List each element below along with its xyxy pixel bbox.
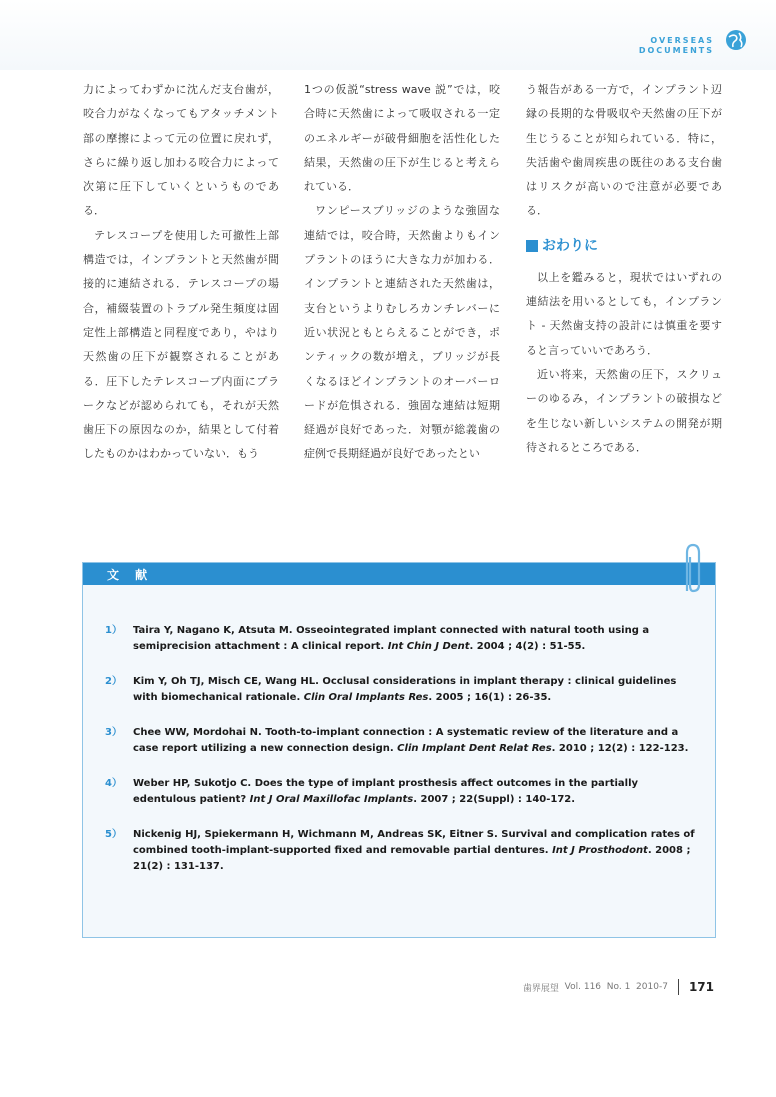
paragraph: ワンピースブリッジのような強固な連結では，咬合時，天然歯よりもインプラントのほうに大きな力が加わる．インプラントと連結された天然歯は，支台というよりむしろカンチレバーに近い状況ともとらえることができ，ポンティックの数が増え，ブリッジが長くなるほどインプラントのオーバーロードが危惧される．強固な連結は短期経過が良好であった．対顎が総義歯の症例で長期経過が良好であったとい: [304, 204, 500, 461]
reference-item: [105, 725, 695, 757]
square-bullet-icon: [526, 240, 538, 252]
issue-date: 2010-7: [636, 982, 668, 992]
reference-text: Nickenig HJ, Spiekermann H, Wichmann M, Andreas SK, Eitner S. Survival and complication rates of combined tooth-implant-supported fixed and removable partial dentures. Int J Prosthodont. 2008 ; 21(2) : 131-137.: [133, 829, 695, 872]
journal-name: Clin Oral Implants Res: [303, 692, 429, 703]
footer-divider: [678, 979, 679, 995]
journal-name: Clin Implant Dent Relat Res: [397, 743, 552, 754]
references-header-bar: [83, 563, 715, 585]
page-number: 171: [688, 980, 714, 994]
journal-name: Int J Prosthodont: [552, 845, 648, 856]
paragraph: 以上を鑑みると，現状ではいずれの連結法を用いるとしても，インプラント - 天然歯支持の設計には慎重を要すると言っていいであろう．: [526, 270, 722, 357]
section-title: おわりに: [542, 237, 598, 254]
column-1: [83, 78, 279, 467]
reference-number: 2）: [105, 676, 122, 687]
reference-number: 1）: [105, 625, 122, 636]
reference-item: [105, 827, 695, 875]
volume: Vol. 116: [564, 982, 602, 992]
reference-item: [105, 776, 695, 808]
references-title: 文 献: [107, 568, 154, 582]
paragraph: 1つの仮説“stress wave 説”では，咬合時に天然歯によって吸収される一定のエネルギーが破骨細胞を活性化した結果，天然歯の圧下が生じると考えられている．: [304, 83, 500, 194]
paragraph: う報告がある一方で，インプラント辺縁の長期的な骨吸収や天然歯の圧下が生じうることが知られている．特に，失活歯や歯周疾患の既往のある支台歯はリスクが高いので注意が必要である．: [526, 83, 722, 218]
article-body: [0, 0, 776, 480]
reference-list: [105, 623, 695, 894]
reference-number: 3）: [105, 727, 122, 738]
brand-line1: OVERSEAS: [650, 36, 714, 45]
brand-line2: DOCUMENTS: [638, 46, 714, 55]
paragraph: テレスコープを使用した可撤性上部構造では，インプラントと天然歯が間接的に連結される．テレスコープの場合，補綴装置のトラブル発生頻度は固定性上部構造と同程度であり，やはり天然歯の圧下が観察されることがある．圧下したテレスコープ内面にプラークなどが認められても，それが天然歯圧下の原因なのか，結果として付着したものかはわかっていない．もう: [83, 228, 279, 461]
reference-text: Kim Y, Oh TJ, Misch CE, Wang HL. Occlusal considerations in implant therapy : clinical guidelines with biomechanical rationale. Clin Oral Implants Res. 2005 ; 16(1) : 26-35.: [133, 676, 677, 703]
reference-item: [105, 674, 695, 706]
reference-number: 5）: [105, 829, 122, 840]
reference-text: Weber HP, Sukotjo C. Does the type of implant prosthesis affect outcomes in the partially edentulous patient? Int J Oral Maxillofac Implants. 2007 ; 22(Suppl) : 140-172.: [133, 778, 639, 805]
column-2: [304, 78, 500, 467]
reference-text: Taira Y, Nagano K, Atsuta M. Osseointegrated implant connected with natural tooth using a semiprecision attachment : A clinical report. Int Chin J Dent. 2004 ; 4(2) : 51-55.: [133, 625, 650, 652]
paragraph: 近い将来，天然歯の圧下，スクリューのゆるみ，インプラントの破損などを生じない新しいシステムの開発が期待されるところである．: [526, 367, 722, 454]
column-3: [526, 78, 722, 460]
issue-number: No. 1: [606, 982, 631, 992]
page-footer: [523, 979, 714, 995]
paragraph: 力によってわずかに沈んだ支台歯が，咬合力がなくなってもアタッチメント部の摩擦によって元の位置に戻れず，さらに繰り返し加わる咬合力によって次第に圧下していくというものである．: [83, 83, 279, 218]
paperclip-icon: [678, 541, 706, 597]
references-box: [82, 562, 716, 938]
section-heading: [526, 236, 722, 256]
journal-name-footer: 歯界展望: [522, 983, 559, 994]
reference-item: [105, 623, 695, 655]
reference-number: 4）: [105, 778, 122, 789]
journal-name: Int J Oral Maxillofac Implants: [249, 794, 414, 805]
reference-text: Chee WW, Mordohai N. Tooth-to-implant connection : A systematic review of the literature and a case report utilizing a new connection design. Clin Implant Dent Relat Res. 2010 ; 12(2) : 122-123.: [133, 727, 689, 754]
journal-name: Int Chin J Dent: [387, 641, 470, 652]
